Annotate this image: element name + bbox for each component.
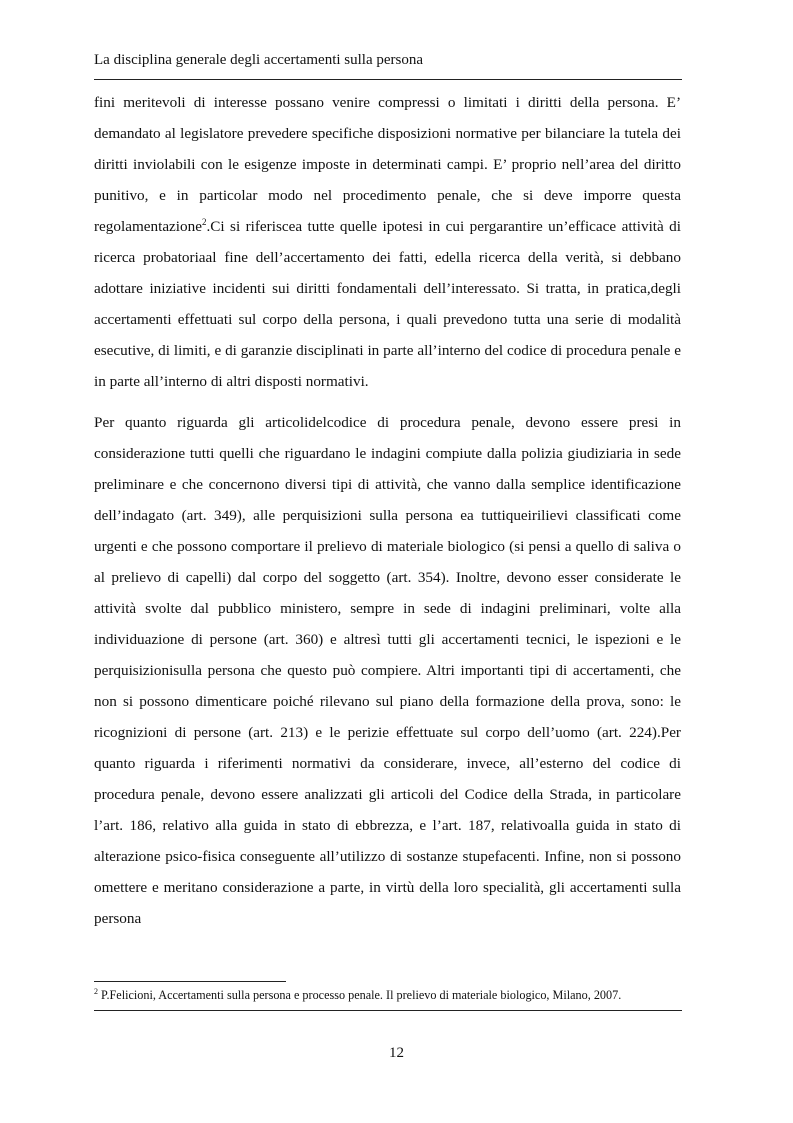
paragraph-2: Per quanto riguarda gli articolidelcodice di procedura penale, devono essere presi in considerazione tutti quelli che riguardano le indagini compiute dalla polizia giudiziaria in sede preliminare e che concernono diversi tipi di attività, che vanno dalla semplice identificazione dell’indagato (art. 349), alle perquisizioni sulla persona ea tuttiqueirilievi classificati come urgenti e che possono comportare il prelievo di materiale biologico (si pensi a quello di saliva o al prelievo di capelli) dal corpo del soggetto (art. 354). Inoltre, devono esser considerate le attività svolte dal pubblico ministero, sempre in sede di indagini preliminari, volte alla individuazione di persone (art. 360) e altresì tutti gli accertamenti tecnici, le ispezioni e le perquisizionisulla persona che questo può compiere. Altri importanti tipi di accertamenti, che non si possono dimenticare poiché rilevano sul piano della formazione della prova, sono: le ricognizioni di persone (art. 213) e le perizie effettuate sul corpo dell’uomo (art. 224).Per quanto riguarda i riferimenti normativi da considerare, invece, all’esterno del codice di procedura penale, devono essere analizzati gli articoli del Codice della Strada, in particolare l’art. 186, relativo alla guida in stato di ebbrezza, e l’art. 187, relativoalla guida in stato di alterazione psico-fisica conseguente all’utilizzo di sostanze stupefacenti. Infine, non si possono omettere e meritano considerazione a parte, in virtù della loro specialità, gli accertamenti sulla persona [94, 414, 681, 927]
footnote-marker: 2 [94, 986, 98, 996]
page-number: 12 [389, 1045, 404, 1061]
paragraph-1 [94, 87, 681, 397]
running-header: La disciplina generale degli accertamenti sulla persona [94, 52, 424, 68]
footnote-divider [94, 981, 286, 982]
footnote [94, 986, 684, 1004]
paragraph-1-text-a: fini meritevoli di interesse possano venire compressi o limitati i diritti della persona. E’ demandato al legislatore prevedere specifiche disposizioni normative per bilanciare la tutela dei diritti inviolabili con le esigenze imposte in determinati campi. E’ proprio nell’area del diritto punitivo, e in particolar modo nel procedimento penale, che si deve imporre questa regolamentazione [94, 94, 681, 235]
paragraph-1-text-b: .Ci si riferiscea tutte quelle ipotesi in cui pergarantire un’efficace attività di ricerca probatoriaal fine dell’accertamento dei fatti, edella ricerca della verità, si debbano adottare iniziative incidenti sui diritti fondamentali dell’interessato. Si tratta, in pratica,degli accertamenti effettuati sul corpo della persona, i quali prevedono tutta una serie di modalità esecutive, di limiti, e di garanzie disciplinati in parte all’interno del codice di procedura penale e in parte all’interno di altri disposti normativi. [94, 218, 681, 390]
page-body [94, 87, 681, 934]
footnote-reference[interactable]: 2 [201, 216, 207, 227]
footnote-text: P.Felicioni, Accertamenti sulla persona e processo penale. Il prelievo di materiale biologico, Milano, 2007. [98, 988, 622, 1002]
footer-divider [94, 1010, 682, 1011]
header-divider [94, 79, 682, 80]
